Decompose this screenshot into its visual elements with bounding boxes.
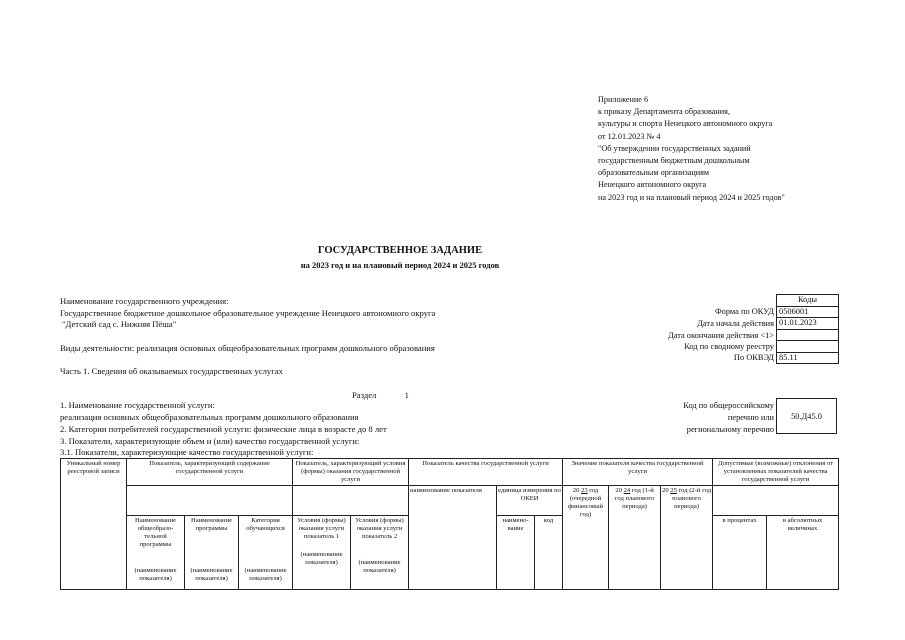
year2-suffix: 24 [623,487,631,494]
year3-prefix: 20 [662,487,669,494]
sub-cond1-text: Условия (формы) оказания услуги показатель 1 [297,517,346,540]
service-code-box [776,398,837,434]
indicators-heading: 3. Показатели, характеризующие объем и (или) качество государственной услуги: [60,436,360,446]
activity-text: Виды деятельности: реализация основных общеобразовательных программ дошкольного образования [60,343,435,353]
service-code-value: 50.Д45.0 [791,411,822,421]
codes-table [776,294,839,364]
sub-programs-header [185,516,239,590]
appendix-block [598,94,785,204]
appendix-line: "Об утверждении государственных заданий [598,143,751,153]
document-title: ГОСУДАРСТВЕННОЕ ЗАДАНИЕ [317,245,483,256]
codes-header: Коды [777,295,839,307]
col-quality-header: Показатель качества государственной услуги [409,459,563,486]
appendix-line: на 2023 год и на плановый период 2024 и 2025 годов" [598,192,785,202]
year1-suffix: 23 [581,487,588,494]
content-spacer [127,486,293,516]
code-label-line2: перечню или [727,413,774,422]
year2-label: год (1-й год планового периода) [614,487,655,510]
registry-label: Код по сводному реестру [684,342,774,351]
year3-header [661,486,713,590]
appendix-line: культуры и спорта Ненецкого автономного округа [598,119,773,129]
quality-unit-header: единица измерения по ОКЕИ [497,486,563,516]
col-conditions-header: Показатель, характеризующий условия (формы) оказания государственной услуги [293,459,409,486]
okud-value: 0506001 [777,306,839,318]
year3-suffix: 25 [670,487,677,494]
year2-prefix: 20 [615,487,622,494]
start-date-value: 01.01.2023 [777,318,839,330]
dev-absolute-header: в абсолютных величинах [767,516,839,590]
year1-label: год (очередной финансовый год) [568,487,604,518]
col-deviation-header: Допустимые (возможные) отклонения от установленных показателей качества государственной услуги [713,459,839,486]
consumer-category: 2. Категории потребителей государственной услуги: физические лица в возрасте до 8 лет [60,424,387,434]
appendix-line: образовательным организациям [598,168,710,178]
sub-cond2-text: Условия (формы) оказания услуги показатель 2 [355,517,404,540]
sub-programs-paren: (наименование показателя) [190,567,233,582]
code-label-line1: Код по общероссийскому [683,401,774,410]
col-value-header: Значение показателя качества государственной услуги [563,459,713,486]
year1-prefix: 20 [572,487,580,494]
service-name-value: реализация основных общеобразовательных программ дошкольного образования [60,412,359,422]
institution-name-line1: Государственное бюджетное дошкольное образовательное учреждение Ненецкого автономного округа [60,308,436,318]
quality-indicators-heading: 3.1. Показатели, характеризующие качество государственной услуги: [60,447,314,457]
appendix-line: Приложение 6 [598,95,649,104]
start-date-label: Дата начала действия [697,319,774,328]
year1-header [563,486,609,590]
sub-program-header [127,516,185,590]
col-content-header: Показатель, характеризующий содержание государственной услуги [127,459,293,486]
institution-name-line2: "Детский сад с. Нижняя Пёша" [62,319,177,329]
okud-label: Форма по ОКУД [715,307,774,316]
conditions-spacer [293,486,409,516]
sub-cond1-paren: (наименование показателя) [300,551,343,566]
unit-name-header: наимено-вание [497,516,535,590]
sub-category-header [239,516,293,590]
appendix-line: к приказу Департамента образования, [598,107,730,117]
okved-label: По ОКВЭД [733,353,774,362]
dev-percent-header: в процентах [713,516,767,590]
sub-category-paren: (наименование показателя) [244,567,287,582]
service-name-label: 1. Наименование государственной услуги: [60,400,215,410]
institution-label: Наименование государственного учреждения: [60,296,229,306]
registry-value [777,341,839,353]
year2-header [609,486,661,590]
sub-programs-text: Наименование программы [190,517,233,532]
code-label-line3: региональному перечню [686,425,774,434]
sub-cond2-paren: (наименование показателя) [358,559,401,574]
year3-label: год (2-й год планового периода) [672,487,712,510]
deviation-spacer [713,486,839,516]
sub-cond1-header [293,516,351,590]
appendix-line: Ненецкого автономного округа [598,180,707,190]
sub-program-text: Наименование общеобразо-тельной программы [134,517,177,548]
document-subtitle: на 2023 год и на плановый период 2024 и 2025 годов [300,260,500,270]
section-number: 1 [404,390,409,400]
part-heading: Часть 1. Сведения об оказываемых государственных услугах [60,366,283,376]
appendix-line: государственным бюджетным дошкольным [598,156,750,166]
appendix-line: от 12.01.2023 № 4 [598,131,661,141]
col-registry-header: Уникальный номер реестровой записи [61,459,127,590]
sub-cond2-header [351,516,409,590]
unit-code-header: код [535,516,563,590]
sub-category-text: Категория обучающихся [246,517,285,532]
section-word: Раздел [352,390,377,400]
end-date-label: Дата окончания действия <1> [668,331,774,340]
quality-name-header: наименование показателя [409,486,497,590]
quality-table [60,458,839,590]
okved-value: 85.11 [777,352,839,364]
sub-program-paren: (наименование показателя) [134,567,177,582]
end-date-value [777,329,839,341]
section-label [352,390,409,400]
